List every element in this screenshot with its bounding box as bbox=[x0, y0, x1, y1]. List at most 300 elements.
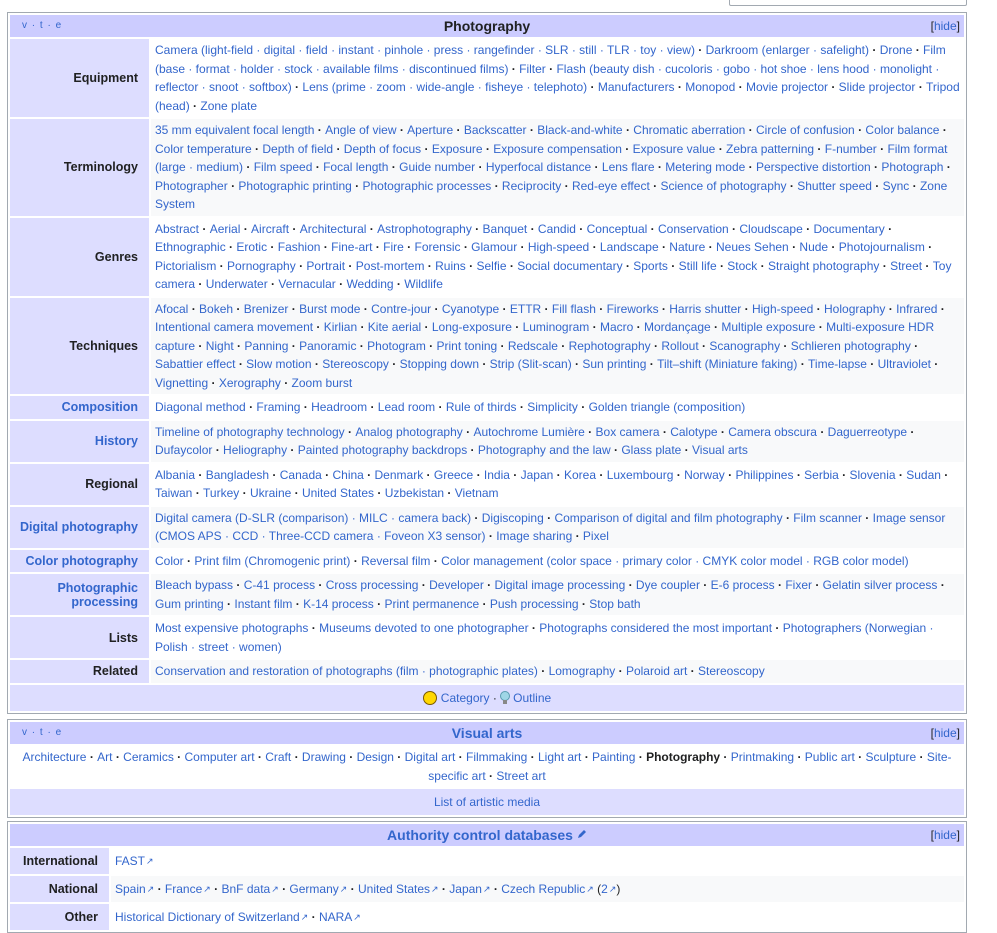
separator bbox=[797, 357, 808, 371]
link-historical-dictionary-of-switzerland[interactable]: Historical Dictionary of Switzerland ↗ bbox=[115, 910, 308, 924]
authority-row-international bbox=[10, 848, 964, 874]
separator bbox=[308, 621, 319, 635]
group-label-digital-photography[interactable]: Digital photography bbox=[10, 507, 149, 548]
link-albania[interactable]: Albania bbox=[155, 467, 196, 482]
link-panning[interactable]: Panning bbox=[244, 338, 289, 353]
link-push-processing[interactable]: Push processing bbox=[489, 596, 579, 611]
link-zebra-patterning[interactable]: Zebra patterning bbox=[726, 141, 815, 156]
link-fire[interactable]: Fire bbox=[383, 240, 404, 254]
link-pornography[interactable]: Pornography bbox=[227, 258, 296, 273]
link-bnf-data[interactable]: BnF data ↗ bbox=[222, 882, 279, 896]
link-dye-coupler[interactable]: Dye coupler bbox=[635, 578, 700, 592]
link-abstract[interactable]: Abstract bbox=[155, 221, 200, 236]
link-angle-of-view[interactable]: Angle of view bbox=[325, 123, 397, 137]
link-burst-mode[interactable]: Burst mode bbox=[299, 301, 361, 316]
link-street[interactable]: Street bbox=[890, 258, 923, 273]
link-bangladesh[interactable]: Bangladesh bbox=[205, 467, 270, 482]
link-museums-devoted-to-one-photographer[interactable]: Museums devoted to one photographer bbox=[319, 621, 529, 635]
link-design[interactable]: Design bbox=[356, 750, 394, 764]
link-brenizer[interactable]: Brenizer bbox=[243, 301, 289, 316]
group-row-equipment bbox=[10, 39, 964, 117]
link-forensic[interactable]: Forensic bbox=[414, 240, 461, 254]
link-macro[interactable]: Macro bbox=[599, 320, 634, 334]
link-lens-flare[interactable]: Lens flare bbox=[601, 160, 655, 174]
link-photographers-norwegian-polish-street-women[interactable]: Photographers (Norwegian · Polish · street · women) bbox=[155, 621, 934, 654]
link-neues-sehen[interactable]: Neues Sehen bbox=[716, 240, 789, 254]
edit-link[interactable]: e bbox=[55, 727, 63, 738]
link-slow-motion[interactable]: Slow motion bbox=[246, 357, 312, 371]
link-long-exposure[interactable]: Long-exposure bbox=[431, 320, 512, 334]
link-polaroid-art[interactable]: Polaroid art bbox=[625, 664, 688, 678]
link-ethnographic[interactable]: Ethnographic bbox=[155, 240, 226, 254]
link-filter[interactable]: Filter bbox=[519, 61, 546, 76]
link-ettr[interactable]: ETTR bbox=[509, 301, 542, 316]
link-bokeh[interactable]: Bokeh bbox=[199, 301, 234, 316]
separator bbox=[717, 259, 728, 273]
link-reciprocity[interactable]: Reciprocity bbox=[501, 178, 562, 193]
link-nude[interactable]: Nude bbox=[799, 240, 829, 254]
link-portrait[interactable]: Portrait bbox=[306, 258, 346, 273]
link-photographs-considered-the-most-important[interactable]: Photographs considered the most important bbox=[539, 621, 773, 635]
link-computer-art[interactable]: Computer art bbox=[184, 750, 255, 764]
link-perspective-distortion[interactable]: Perspective distortion bbox=[755, 160, 871, 174]
link-architectural[interactable]: Architectural bbox=[299, 221, 367, 236]
link-fill-flash[interactable]: Fill flash bbox=[551, 301, 596, 316]
separator bbox=[475, 160, 486, 174]
separator bbox=[633, 320, 644, 334]
link-print-permanence[interactable]: Print permanence bbox=[384, 596, 480, 611]
artistic-media-link[interactable]: List of artistic media bbox=[433, 795, 541, 809]
link-autochrome-lumi-re[interactable]: Autochrome Lumière bbox=[473, 424, 585, 439]
link-cloudscape[interactable]: Cloudscape bbox=[739, 221, 803, 236]
link-vernacular[interactable]: Vernacular bbox=[278, 277, 336, 291]
link-lomography[interactable]: Lomography bbox=[548, 664, 616, 678]
link-light-art[interactable]: Light art bbox=[538, 750, 582, 764]
navbox-title[interactable]: Visual arts bbox=[451, 725, 523, 741]
link-germany[interactable]: Germany ↗ bbox=[289, 882, 347, 896]
separator bbox=[659, 240, 670, 254]
separator bbox=[315, 578, 326, 592]
link-kirlian[interactable]: Kirlian bbox=[323, 320, 358, 334]
link-panoramic[interactable]: Panoramic bbox=[299, 338, 357, 353]
link-fast[interactable]: FAST ↗ bbox=[115, 854, 154, 868]
link-india[interactable]: India bbox=[483, 467, 510, 482]
hide-toggle[interactable]: [hide] bbox=[930, 19, 960, 33]
link-underwater[interactable]: Underwater bbox=[205, 277, 268, 291]
link-cross-processing[interactable]: Cross processing bbox=[325, 578, 419, 592]
link-sync[interactable]: Sync bbox=[882, 178, 910, 193]
link-turkey[interactable]: Turkey bbox=[203, 486, 240, 500]
link-gum-printing[interactable]: Gum printing bbox=[155, 596, 224, 611]
link-ceramics[interactable]: Ceramics bbox=[123, 750, 174, 764]
link-xerography[interactable]: Xerography bbox=[218, 375, 281, 390]
link-nature[interactable]: Nature bbox=[669, 240, 706, 254]
link-color[interactable]: Color bbox=[155, 553, 184, 568]
link-high-speed[interactable]: High-speed bbox=[527, 240, 590, 254]
link-taiwan[interactable]: Taiwan bbox=[155, 486, 193, 500]
link-sports[interactable]: Sports bbox=[633, 258, 668, 273]
link-erotic[interactable]: Erotic bbox=[236, 240, 268, 254]
link-ultraviolet[interactable]: Ultraviolet bbox=[877, 357, 931, 371]
link-digital-image-processing[interactable]: Digital image processing bbox=[494, 578, 626, 592]
link-straight-photography[interactable]: Straight photography bbox=[767, 258, 880, 273]
link-dufaycolor[interactable]: Dufaycolor bbox=[155, 443, 213, 457]
link-guide-number[interactable]: Guide number bbox=[399, 160, 476, 174]
link-color-balance[interactable]: Color balance bbox=[865, 123, 940, 137]
link-uzbekistan[interactable]: Uzbekistan bbox=[384, 486, 445, 500]
category-link[interactable]: Category bbox=[440, 690, 490, 705]
link-sun-printing[interactable]: Sun printing bbox=[582, 357, 647, 371]
link-aircraft[interactable]: Aircraft bbox=[251, 221, 290, 236]
link-united-states[interactable]: United States ↗ bbox=[358, 882, 439, 896]
link-film-base-format-holder-stock-available-films-discontinued-films[interactable]: Film (base · format · holder · stock · available films · discontinued films) bbox=[155, 43, 946, 76]
separator bbox=[252, 142, 263, 156]
link-instant-film[interactable]: Instant film bbox=[234, 596, 293, 611]
link-print-toning[interactable]: Print toning bbox=[436, 338, 498, 353]
link-glamour[interactable]: Glamour bbox=[471, 240, 518, 254]
link-metering-mode[interactable]: Metering mode bbox=[665, 160, 746, 174]
link-fashion[interactable]: Fashion bbox=[277, 240, 321, 254]
link-photographer[interactable]: Photographer bbox=[155, 178, 228, 193]
authority-control-navbox bbox=[7, 821, 967, 933]
separator bbox=[814, 142, 825, 156]
link-stopping-down[interactable]: Stopping down bbox=[399, 357, 479, 371]
link-painted-photography-backdrops[interactable]: Painted photography backdrops bbox=[297, 443, 468, 457]
link-sculpture[interactable]: Sculpture bbox=[865, 750, 917, 764]
link-rule-of-thirds[interactable]: Rule of thirds bbox=[445, 400, 517, 414]
link-extra-2[interactable]: 2 ↗ bbox=[601, 882, 616, 896]
link-image-sharing[interactable]: Image sharing bbox=[496, 529, 573, 543]
separator bbox=[939, 123, 946, 137]
link-headroom[interactable]: Headroom bbox=[311, 400, 368, 414]
separator bbox=[862, 511, 873, 525]
separator bbox=[421, 142, 432, 156]
separator bbox=[216, 259, 227, 273]
group-list-digital-photography bbox=[151, 507, 964, 548]
link-philippines[interactable]: Philippines bbox=[735, 467, 794, 482]
group-list-lists bbox=[151, 617, 964, 658]
link-contre-jour[interactable]: Contre-jour bbox=[371, 301, 432, 316]
link-pictorialism[interactable]: Pictorialism bbox=[155, 258, 217, 273]
link-photogram[interactable]: Photogram bbox=[367, 338, 426, 353]
link-k-14-process[interactable]: K-14 process bbox=[303, 596, 374, 611]
link-printmaking[interactable]: Printmaking bbox=[730, 750, 795, 764]
link-rephotography[interactable]: Rephotography bbox=[568, 338, 651, 353]
link-stock[interactable]: Stock bbox=[727, 258, 758, 273]
link-conceptual[interactable]: Conceptual bbox=[586, 221, 648, 236]
link-darkroom-enlarger-safelight[interactable]: Darkroom (enlarger · safelight) bbox=[705, 43, 870, 57]
link-print-film-chromogenic-print[interactable]: Print film (Chromogenic print) bbox=[194, 553, 351, 568]
link-exposure-compensation[interactable]: Exposure compensation bbox=[493, 141, 622, 156]
link-camera-light-field-digital-field-instant-pinhole-press-rangefinder-slr-still-tlr-toy-view[interactable]: Camera (light-field · digital · field · instant · pinhole · press · rangefinder · SLR · still · TLR · toy · view) bbox=[155, 43, 695, 57]
link-candid[interactable]: Candid bbox=[537, 221, 576, 236]
link-depth-of-focus[interactable]: Depth of focus bbox=[343, 141, 422, 156]
link-art[interactable]: Art bbox=[97, 750, 113, 764]
separator bbox=[312, 357, 323, 371]
link-landscape[interactable]: Landscape bbox=[599, 240, 659, 254]
link-chromatic-aberration[interactable]: Chromatic aberration bbox=[633, 123, 746, 137]
link-multi-exposure-hdr-capture[interactable]: Multi-exposure HDR capture bbox=[155, 320, 935, 353]
link-japan[interactable]: Japan ↗ bbox=[449, 882, 490, 896]
outline-link[interactable]: Outline bbox=[513, 690, 552, 705]
link-sudan[interactable]: Sudan bbox=[906, 467, 941, 482]
link-serbia[interactable]: Serbia bbox=[804, 467, 839, 482]
link-painting[interactable]: Painting bbox=[592, 750, 636, 764]
link-aerial[interactable]: Aerial bbox=[209, 221, 241, 236]
link-site-specific-art[interactable]: Site-specific art bbox=[428, 750, 952, 783]
link-kite-aerial[interactable]: Kite aerial bbox=[367, 320, 422, 334]
link-box-camera[interactable]: Box camera bbox=[595, 424, 660, 439]
link-monopod[interactable]: Monopod bbox=[685, 80, 736, 94]
separator bbox=[320, 240, 331, 254]
link-conservation-and-restoration-of-photographs-film-photographic-plates[interactable]: Conservation and restoration of photographs (film · photographic plates) bbox=[155, 664, 538, 678]
link-black-and-white[interactable]: Black-and-white bbox=[537, 123, 623, 137]
link-35-mm-equivalent-focal-length[interactable]: 35 mm equivalent focal length bbox=[155, 123, 315, 137]
link-e-6-process[interactable]: E-6 process bbox=[710, 578, 775, 592]
group-label-color-photography[interactable]: Color photography bbox=[10, 550, 149, 573]
link-sabattier-effect[interactable]: Sabattier effect bbox=[155, 357, 236, 371]
link-golden-triangle-composition[interactable]: Golden triangle (composition) bbox=[588, 400, 746, 414]
link-exposure-value[interactable]: Exposure value bbox=[632, 141, 716, 156]
link-gelatin-silver-process[interactable]: Gelatin silver process bbox=[822, 578, 938, 592]
link-digiscoping[interactable]: Digiscoping bbox=[481, 510, 544, 525]
link-night[interactable]: Night bbox=[205, 338, 234, 353]
edit-link[interactable]: e bbox=[55, 20, 63, 31]
separator bbox=[479, 597, 490, 611]
separator bbox=[188, 302, 199, 316]
link-digital-art[interactable]: Digital art bbox=[404, 750, 456, 764]
link-ruins[interactable]: Ruins bbox=[435, 258, 466, 273]
link-wildlife[interactable]: Wildlife bbox=[404, 277, 443, 291]
link-street-art[interactable]: Street art bbox=[496, 768, 546, 783]
separator bbox=[507, 259, 518, 273]
group-label-history[interactable]: History bbox=[10, 421, 149, 462]
separator bbox=[941, 468, 948, 482]
talk-link[interactable]: t bbox=[39, 727, 44, 738]
link-f-number[interactable]: F-number bbox=[824, 141, 877, 156]
separator bbox=[208, 376, 219, 390]
link-drone[interactable]: Drone bbox=[879, 43, 913, 57]
link-exposure[interactable]: Exposure bbox=[431, 141, 483, 156]
separator bbox=[466, 259, 477, 273]
link-mordan-age[interactable]: Mordançage bbox=[643, 320, 711, 334]
link-public-art[interactable]: Public art bbox=[804, 750, 855, 764]
link-film-speed[interactable]: Film speed bbox=[253, 160, 313, 174]
link-aperture[interactable]: Aperture bbox=[407, 123, 454, 137]
link-manufacturers[interactable]: Manufacturers bbox=[597, 80, 675, 94]
link-tripod-head[interactable]: Tripod (head) bbox=[155, 80, 960, 113]
link-photographic-processes[interactable]: Photographic processes bbox=[362, 178, 492, 193]
separator bbox=[579, 597, 590, 611]
link-toy-camera[interactable]: Toy camera bbox=[155, 258, 952, 291]
separator bbox=[673, 468, 684, 482]
link-circle-of-confusion[interactable]: Circle of confusion bbox=[756, 123, 855, 137]
link-glass-plate[interactable]: Glass plate bbox=[621, 443, 682, 457]
group-label-photographic-processing[interactable]: Photographic processing bbox=[10, 574, 149, 615]
link-zoom-burst[interactable]: Zoom burst bbox=[291, 375, 353, 390]
link-fixer[interactable]: Fixer bbox=[785, 578, 812, 592]
link-norway[interactable]: Norway bbox=[684, 467, 725, 482]
link-high-speed[interactable]: High-speed bbox=[751, 301, 814, 316]
link-digital-camera-d-slr-comparison-milc-camera-back[interactable]: Digital camera (D-SLR (comparison) · MILC · camera back) bbox=[155, 510, 472, 525]
link-framing[interactable]: Framing bbox=[256, 400, 301, 414]
link-astrophotography[interactable]: Astrophotography bbox=[377, 221, 472, 236]
photography-table bbox=[8, 13, 966, 713]
link-visual-arts[interactable]: Visual arts bbox=[692, 443, 748, 457]
link-focal-length[interactable]: Focal length bbox=[323, 160, 389, 174]
link-analog-photography[interactable]: Analog photography bbox=[355, 424, 463, 439]
link-japan[interactable]: Japan bbox=[520, 467, 554, 482]
separator bbox=[431, 302, 442, 316]
link-conservation[interactable]: Conservation bbox=[658, 221, 729, 236]
separator bbox=[388, 160, 399, 174]
authority-rows bbox=[10, 848, 964, 930]
view-link[interactable]: v bbox=[22, 20, 28, 31]
separator bbox=[347, 882, 358, 896]
link-photojournalism[interactable]: Photojournalism bbox=[838, 240, 925, 254]
link-strip-slit-scan[interactable]: Strip (Slit-scan) bbox=[489, 357, 572, 371]
link-movie-projector[interactable]: Movie projector bbox=[745, 80, 828, 94]
link-korea[interactable]: Korea bbox=[563, 467, 597, 482]
link-time-lapse[interactable]: Time-lapse bbox=[808, 357, 867, 371]
link-czech-republic[interactable]: Czech Republic ↗ bbox=[501, 882, 594, 896]
link-film-format-large-medium[interactable]: Film format (large · medium) bbox=[155, 141, 948, 174]
separator bbox=[699, 339, 710, 353]
navbox-title[interactable]: Photography bbox=[443, 18, 531, 34]
link-calotype[interactable]: Calotype bbox=[670, 424, 718, 439]
link-cyanotype[interactable]: Cyanotype bbox=[441, 301, 500, 316]
link-red-eye-effect[interactable]: Red-eye effect bbox=[571, 178, 650, 193]
link-camera-obscura[interactable]: Camera obscura bbox=[728, 424, 817, 439]
link-slovenia[interactable]: Slovenia bbox=[849, 467, 896, 482]
link-c-41-process[interactable]: C-41 process bbox=[243, 578, 316, 592]
link-drawing[interactable]: Drawing bbox=[301, 750, 346, 764]
separator bbox=[426, 339, 437, 353]
link-canada[interactable]: Canada bbox=[279, 467, 322, 482]
separator bbox=[224, 597, 235, 611]
link-documentary[interactable]: Documentary bbox=[813, 221, 885, 236]
link-rollout[interactable]: Rollout bbox=[661, 338, 699, 353]
link-heliography[interactable]: Heliography bbox=[223, 443, 288, 457]
link-timeline-of-photography-technology[interactable]: Timeline of photography technology bbox=[155, 424, 345, 439]
hide-toggle[interactable]: [hide] bbox=[930, 828, 960, 842]
link-color-temperature[interactable]: Color temperature bbox=[155, 141, 252, 156]
link-social-documentary[interactable]: Social documentary bbox=[517, 258, 623, 273]
link-stereoscopy[interactable]: Stereoscopy bbox=[698, 664, 765, 678]
link-flash-beauty-dish-cucoloris-gobo-hot-shoe-lens-hood-monolight-reflector-snoot-softbox[interactable]: Flash (beauty dish · cucoloris · gobo · hot shoe · lens hood · monolight · reflector · snoot · softbox) bbox=[155, 61, 940, 94]
link-film-scanner[interactable]: Film scanner bbox=[793, 510, 862, 525]
link-photographic-printing[interactable]: Photographic printing bbox=[238, 178, 352, 193]
link-zone-plate[interactable]: Zone plate bbox=[200, 98, 258, 113]
hide-toggle[interactable]: [hide] bbox=[930, 726, 960, 740]
link-post-mortem[interactable]: Post-mortem bbox=[355, 258, 425, 273]
link-spain[interactable]: Spain ↗ bbox=[115, 882, 154, 896]
link-luminogram[interactable]: Luminogram bbox=[522, 320, 590, 334]
link-schlieren-photography[interactable]: Schlieren photography bbox=[790, 338, 911, 353]
separator bbox=[772, 621, 783, 635]
link-vietnam[interactable]: Vietnam bbox=[454, 486, 499, 500]
link-craft[interactable]: Craft bbox=[265, 750, 292, 764]
link-photograph[interactable]: Photograph bbox=[881, 160, 944, 174]
link-wedding[interactable]: Wedding bbox=[346, 277, 394, 291]
separator bbox=[625, 578, 636, 592]
separator bbox=[418, 578, 429, 592]
link-simplicity[interactable]: Simplicity bbox=[527, 400, 578, 414]
link-lens-prime-zoom-wide-angle-fisheye-telephoto[interactable]: Lens (prime · zoom · wide-angle · fisheye · telephoto) bbox=[302, 80, 588, 94]
pencil-icon[interactable] bbox=[577, 829, 587, 839]
link-architecture[interactable]: Architecture bbox=[22, 750, 87, 764]
link-intentional-camera-movement[interactable]: Intentional camera movement bbox=[155, 320, 314, 334]
view-link[interactable]: v bbox=[22, 727, 28, 738]
link-ukraine[interactable]: Ukraine bbox=[249, 486, 292, 500]
link-lead-room[interactable]: Lead room bbox=[377, 400, 436, 414]
link-vignetting[interactable]: Vignetting bbox=[155, 375, 209, 390]
separator bbox=[558, 339, 569, 353]
link-stop-bath[interactable]: Stop bath bbox=[589, 596, 641, 611]
talk-link[interactable]: t bbox=[39, 20, 44, 31]
link-developer[interactable]: Developer bbox=[429, 578, 484, 592]
link-filmmaking[interactable]: Filmmaking bbox=[465, 750, 528, 764]
group-label-composition[interactable]: Composition bbox=[10, 396, 149, 419]
link-selfie[interactable]: Selfie bbox=[476, 258, 507, 273]
link-shutter-speed[interactable]: Shutter speed bbox=[797, 178, 872, 193]
link-slide-projector[interactable]: Slide projector bbox=[838, 80, 916, 94]
link-most-expensive-photographs[interactable]: Most expensive photographs bbox=[155, 621, 309, 635]
link-greece[interactable]: Greece bbox=[433, 467, 474, 482]
link-pixel[interactable]: Pixel bbox=[582, 529, 609, 543]
link-harris-shutter[interactable]: Harris shutter bbox=[669, 301, 742, 316]
link-banquet[interactable]: Banquet bbox=[482, 221, 528, 236]
link-fine-art[interactable]: Fine-art bbox=[331, 240, 373, 254]
link-diagonal-method[interactable]: Diagonal method bbox=[155, 400, 246, 414]
link-fireworks[interactable]: Fireworks bbox=[606, 301, 659, 316]
link-united-states[interactable]: United States bbox=[301, 486, 375, 500]
link-tilt-shift-miniature-faking[interactable]: Tilt–shift (Miniature faking) bbox=[657, 357, 798, 371]
link-zone-system[interactable]: Zone System bbox=[155, 178, 948, 211]
link-holography[interactable]: Holography bbox=[824, 301, 886, 316]
link-france[interactable]: France ↗ bbox=[165, 882, 211, 896]
link-afocal[interactable]: Afocal bbox=[155, 301, 189, 316]
link-image-sensor-cmos-aps-ccd-three-ccd-camera-foveon-x3-sensor[interactable]: Image sensor (CMOS APS · CCD · Three-CCD camera · Foveon X3 sensor) bbox=[155, 510, 946, 543]
link-science-of-photography[interactable]: Science of photography bbox=[660, 178, 787, 193]
separator bbox=[622, 142, 633, 156]
link-luxembourg[interactable]: Luxembourg bbox=[606, 467, 674, 482]
link-still-life[interactable]: Still life bbox=[678, 258, 717, 273]
link-comparison-of-digital-and-film-photography[interactable]: Comparison of digital and film photography bbox=[554, 510, 783, 525]
link-multiple-exposure[interactable]: Multiple exposure bbox=[721, 320, 816, 334]
link-hyperfocal-distance[interactable]: Hyperfocal distance bbox=[485, 160, 592, 174]
navbox-title[interactable]: Authority control databases bbox=[387, 827, 573, 843]
separator bbox=[228, 179, 239, 193]
link-reversal-film[interactable]: Reversal film bbox=[361, 553, 431, 568]
group-list-history bbox=[151, 421, 964, 462]
link-daguerreotype[interactable]: Daguerreotype bbox=[827, 424, 908, 439]
search-box-edge[interactable] bbox=[729, 0, 967, 6]
link-infrared[interactable]: Infrared bbox=[896, 301, 938, 316]
link-backscatter[interactable]: Backscatter bbox=[463, 123, 527, 137]
link-china[interactable]: China bbox=[332, 467, 364, 482]
link-photography-and-the-law[interactable]: Photography and the law bbox=[477, 443, 611, 457]
link-color-management-color-space-primary-color-cmyk-color-model-rgb-color-model[interactable]: Color management (color space · primary color · CMYK color model · RGB color model) bbox=[441, 553, 909, 568]
link-redscale[interactable]: Redscale bbox=[507, 338, 558, 353]
link-scanography[interactable]: Scanography bbox=[709, 338, 781, 353]
separator bbox=[333, 142, 344, 156]
link-depth-of-field[interactable]: Depth of field bbox=[262, 141, 334, 156]
link-denmark[interactable]: Denmark bbox=[374, 467, 424, 482]
link-nara[interactable]: NARA ↗ bbox=[319, 910, 361, 924]
link-bleach-bypass[interactable]: Bleach bypass bbox=[155, 578, 234, 592]
link-stereoscopy[interactable]: Stereoscopy bbox=[322, 357, 389, 371]
